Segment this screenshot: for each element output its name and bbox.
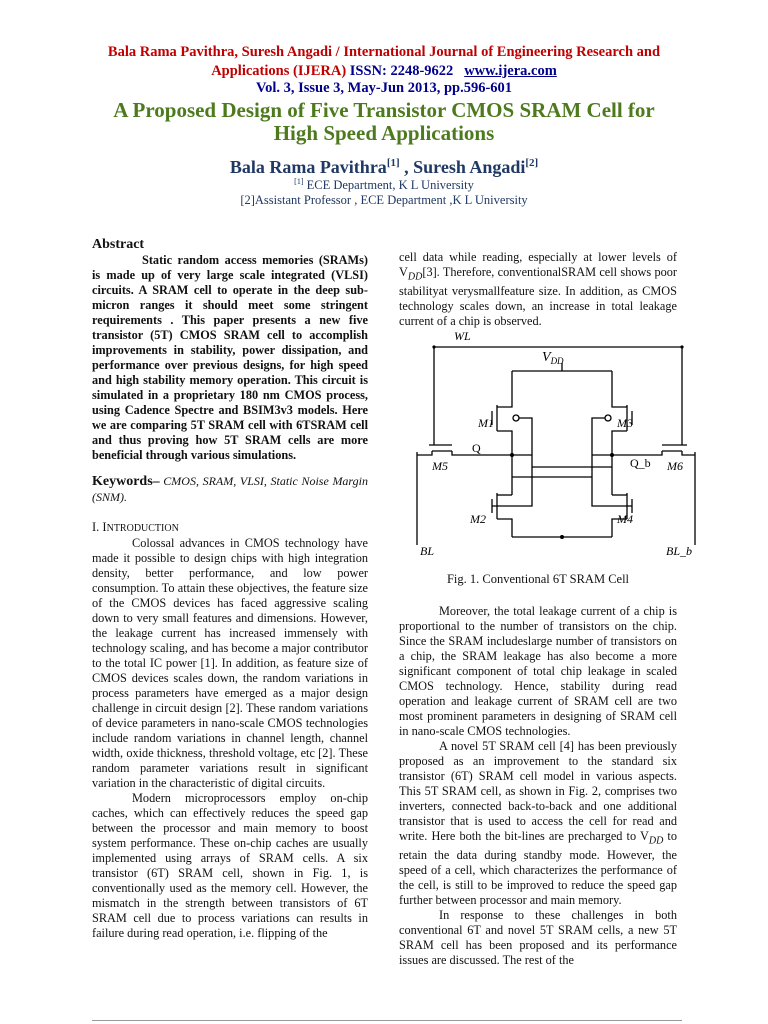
right-paragraph-2: Moreover, the total leakage current of a chip is proportional to the number of transistors on the chip. Since the SRAM includeslarge number of transistors on a chip, the SRAM leakage has also become a more significant component of total chip leakage in scaled CMOS technology. Hence, stability during read operation and leakage current of SRAM cell are two most prominent parameters in designing of SRAM cell in nano-scale CMOS technologies. <box>399 604 677 738</box>
author-2: , Suresh Angadi <box>399 157 526 177</box>
right-para-1a: cell data while reading, especially at lower levels of V <box>399 250 677 279</box>
transistor-m5-label: M5 <box>432 459 448 473</box>
node-q-label: Q <box>472 441 481 455</box>
abstract-heading: Abstract <box>92 237 145 252</box>
keywords-text: CMOS, SRAM, VLSI, Static Noise Margin (SNM). <box>92 474 368 504</box>
right-paragraph-3 <box>399 739 677 908</box>
keywords <box>92 473 368 505</box>
bitline-bar-label: BL_b <box>666 544 693 558</box>
bitline-label: BL <box>420 544 435 558</box>
right-column-bottom <box>399 604 677 968</box>
right-column-top <box>399 250 677 329</box>
sram-6t-schematic <box>412 327 702 567</box>
keywords-label: Keywords– <box>92 474 160 489</box>
vdd-subscript: DD <box>407 271 423 283</box>
journal-header-line2 <box>0 63 768 80</box>
journal-url-link[interactable]: www.ijera.com <box>464 63 557 79</box>
figure-caption: Fig. 1. Conventional 6T SRAM Cell <box>446 572 630 586</box>
right-para-1b: [3]. Therefore, conventionalSRAM cell shows poor stabilityat verysmallfeature size. In addition, as CMOS technology scales down, an increase in total leakage current of a chip is observed. <box>399 265 677 329</box>
section-title-rest: NTRODUCTION <box>106 523 179 534</box>
journal-issn: ISSN: 2248-9622 <box>349 63 454 79</box>
author-1: Bala Rama Pavithra <box>229 157 387 177</box>
journal-name: Applications (IJERA) <box>211 63 347 79</box>
transistor-m1-label: M1 <box>478 416 494 430</box>
affiliation-1 <box>0 177 768 193</box>
right-para-3a: A novel 5T SRAM cell [4] has been previously proposed as an improvement to the standard six transistor (6T) SRAM cell model in various aspects. This 5T SRAM cell, as shown in Fig. 2, comprises two inverters, connected back-to-back and one additional transistor that is used to access the cell for read and write. Here both the bit-lines are precharged to V <box>399 739 677 843</box>
vdd-label: $V_{DD}$ <box>542 350 564 366</box>
author-2-ref: [2] <box>525 157 539 169</box>
left-column <box>92 237 368 941</box>
footer-rule <box>92 1020 682 1021</box>
intro-paragraph-1: Colossal advances in CMOS technology have made it possible to design chips with high integration density, better performance, and low power consumption. To attain these objectives, the feature size of the CMOS devices has faced aggressive scaling down to very small features and dimensions. However, the leakage current has increased immensely with technology scaling, and has become a major contributor to the total IC power [1]. In addition, as feature size of CMOS devices scales down, the random variations in process parameters have emerged as a major design challenge in circuit design [2]. These random variations of device parameters in nano-scale CMOS technologies include random variations in channel length, channel width, oxide thickness, threshold voltage, etc [2]. These random parameter variations result in significant variation in the characteristic of digital circuits. <box>92 536 368 790</box>
affiliation-1-ref: [1] <box>294 177 304 186</box>
paper-authors <box>0 157 768 178</box>
section-number: I. <box>92 520 103 534</box>
right-paragraph-4: In response to these challenges in both conventional 6T and novel 5T SRAM cells, a new 5T SRAM cell has been proposed and its performance issues are discussed. The rest of the <box>399 908 677 968</box>
paper-title-line1: A Proposed Design of Five Transistor CMOS SRAM Cell for <box>113 98 655 122</box>
affiliation-2: [2]Assistant Professor , ECE Department ,K L University <box>240 193 528 207</box>
journal-header-line1: Bala Rama Pavithra, Suresh Angadi / International Journal of Engineering Research and <box>107 44 661 60</box>
abstract-text: Static random access memories (SRAMs) is made up of very large scale integrated (VLSI) circuits. A SRAM cell to operate in the deep sub-micron ranges it should meet some stringent requirements . This paper presents a new five transistor (5T) CMOS SRAM cell to accomplish improvements in stability, power dissipation, and performance over previous designs, for high speed and high stability memory operation. This circuit is simulated in a proprietary 180 nm CMOS process, using Cadence Spectre and BSIM3v3 models. Here we are comparing 5T SRAM cell with 6TSRAM cell and thus proving how 5T SRAM cells are more beneficial through various simulations. <box>92 253 368 462</box>
journal-volume-info: Vol. 3, Issue 3, May-Jun 2013, pp.596-601 <box>255 80 513 96</box>
section-initial: I <box>102 520 107 534</box>
paper-title-line2: High Speed Applications <box>273 121 495 145</box>
transistor-m2-label: M2 <box>470 512 486 526</box>
right-para-3b: to retain the data during standby mode. However, the speed of a cell, which characterizes the performance of the cell, is still to be improved to reduce the speed gap further between processor and main memory. <box>399 829 677 908</box>
transistor-m4-label: M4 <box>617 512 633 526</box>
affiliation-1-text: ECE Department, K L University <box>303 178 474 193</box>
section-heading-introduction <box>92 520 368 536</box>
node-qb-label: Q_b <box>630 456 651 470</box>
transistor-m3-label: M3 <box>617 416 633 430</box>
wordline-label: WL <box>454 329 471 343</box>
author-1-ref: [1] <box>386 157 400 169</box>
vdd-subscript-2: DD <box>648 835 664 847</box>
transistor-m6-label: M6 <box>667 459 683 473</box>
intro-paragraph-2: Modern microprocessors employ on-chip caches, which can effectively reduces the speed gap between the processor and main memory to boost system performance. These on-chip caches are usually implemented using arrays of SRAM cells. A six transistor (6T) SRAM cell, shown in Fig. 1, is conventionally used as the memory cell. However, the mismatch in the strength between transistors of 6T SRAM cell due to process variations can results in failure during read operation, i.e. flipping of the <box>92 791 368 940</box>
